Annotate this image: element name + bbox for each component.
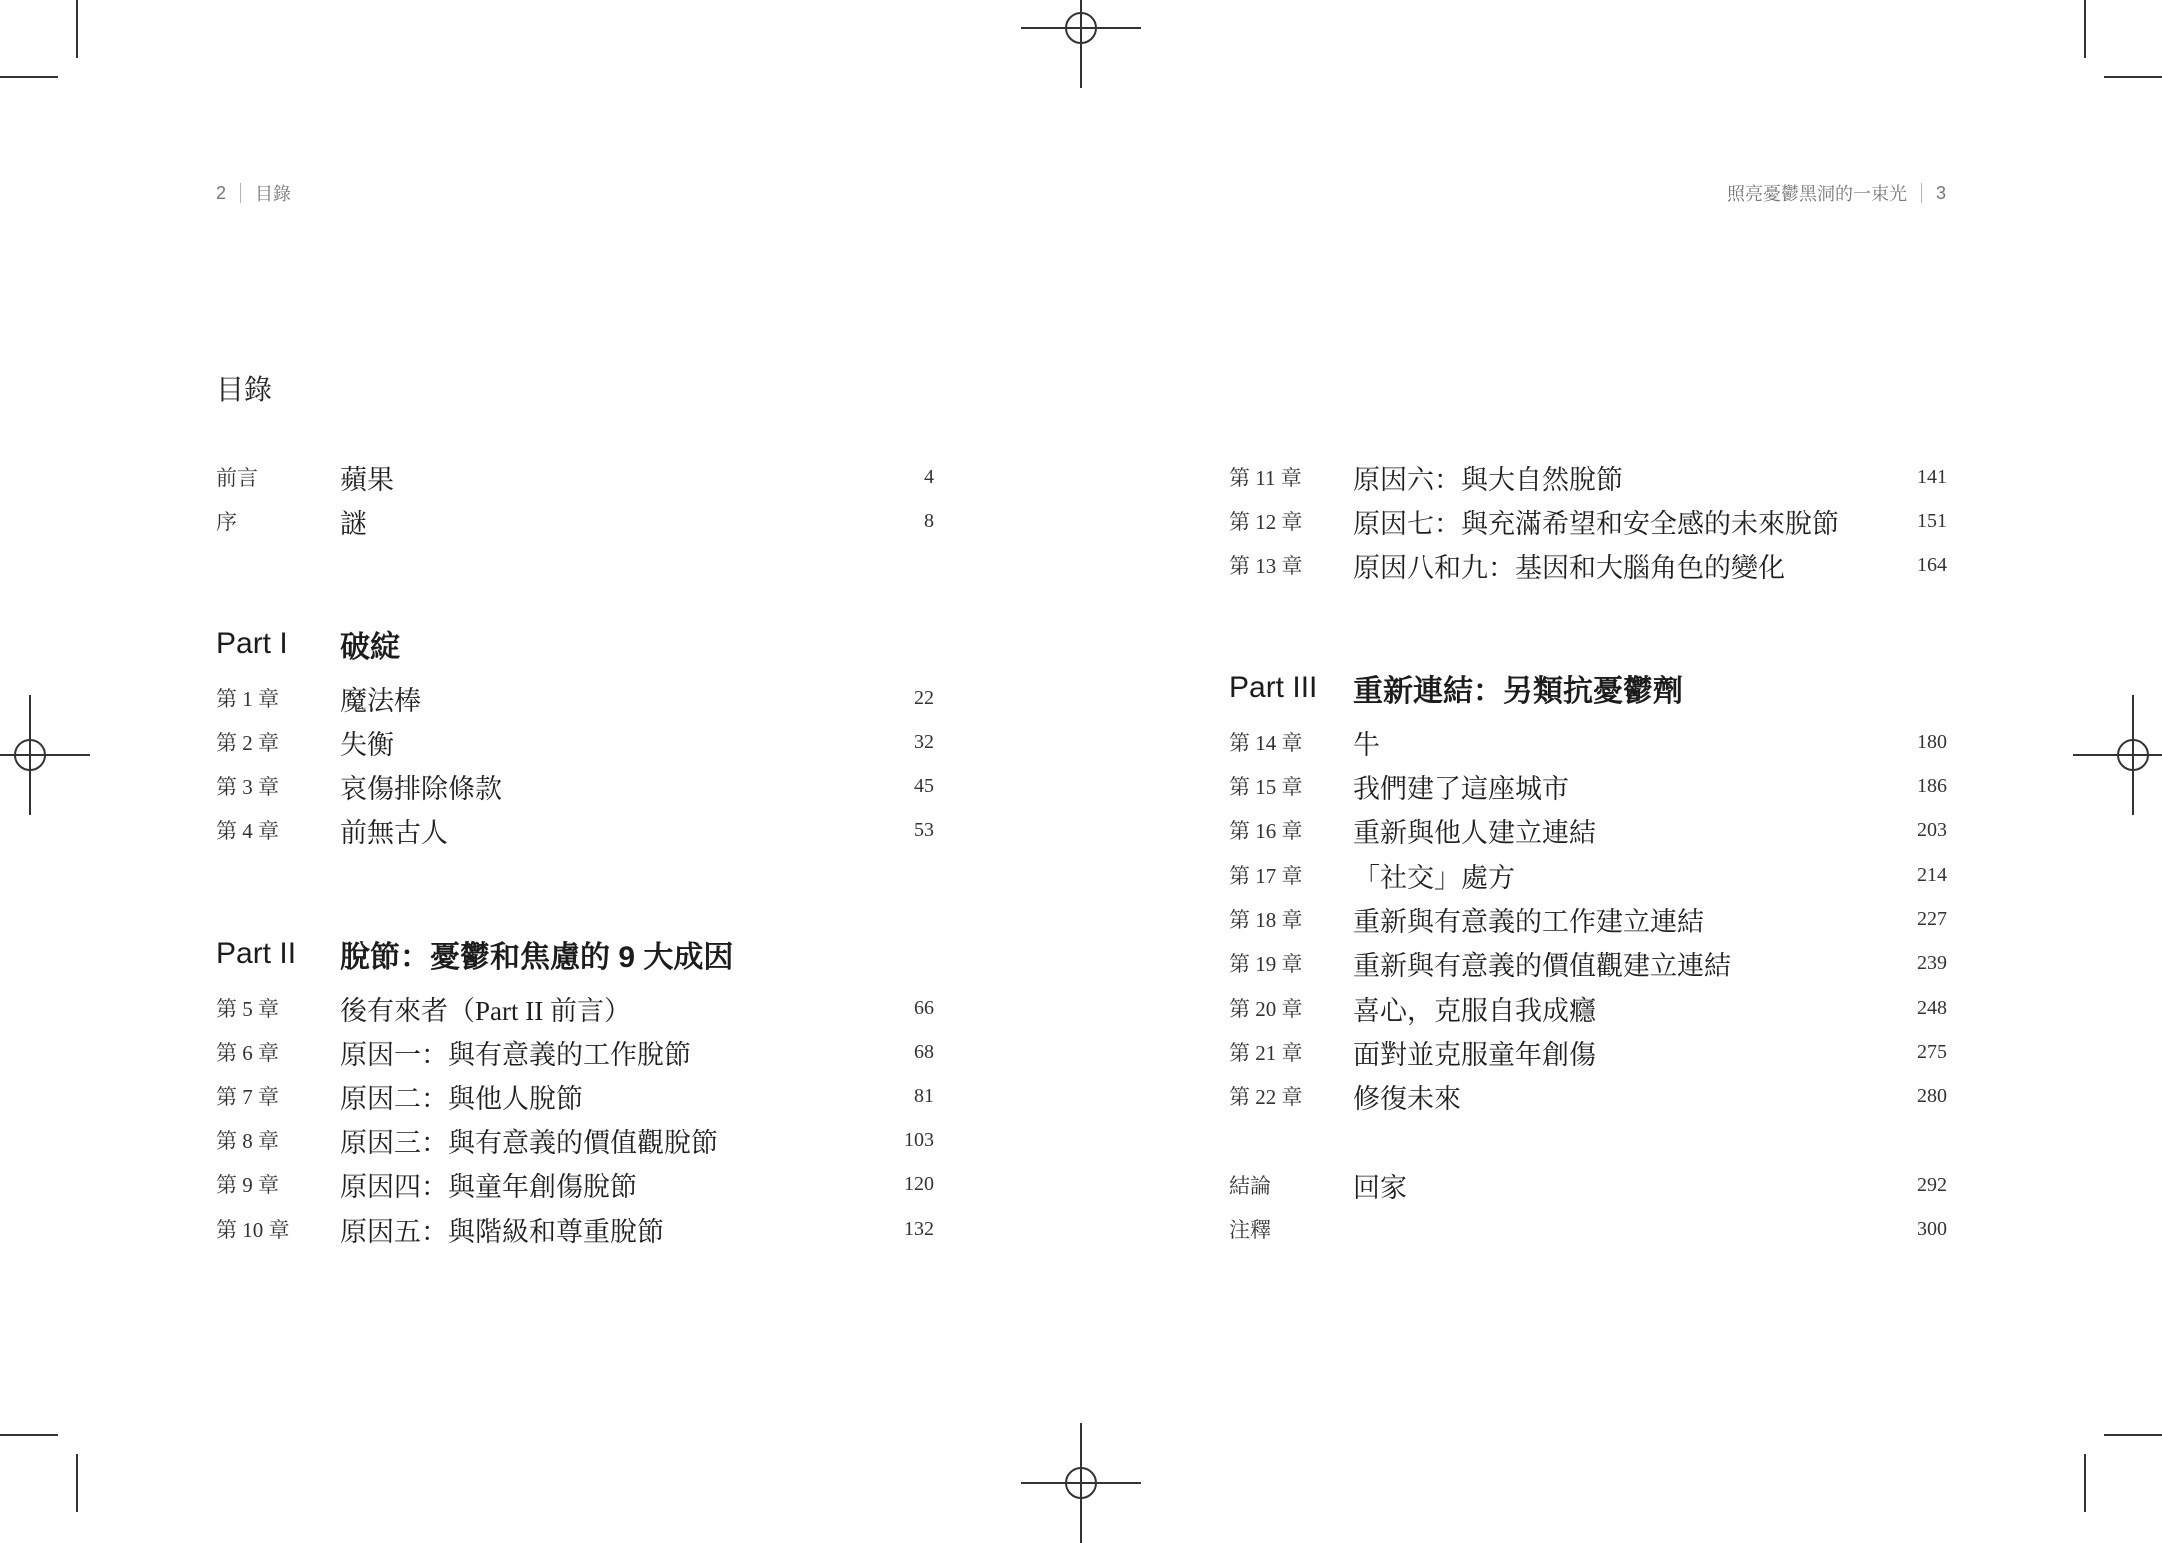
toc-entry: [1229, 455, 1947, 499]
part-label: Part III: [1229, 671, 1318, 704]
entry-title: 前無古人: [340, 817, 448, 848]
entry-title: 蘋果: [340, 464, 394, 495]
toc-entry: [216, 499, 934, 543]
crop-mark: [2104, 76, 2162, 78]
divider: [1921, 183, 1922, 203]
entry-title: 喜心，克服自我成癮: [1353, 995, 1596, 1026]
part-heading: [1229, 662, 1989, 714]
crop-mark: [2084, 0, 2086, 58]
entry-label: 第 20 章: [1229, 997, 1303, 1021]
entry-label: 注釋: [1229, 1218, 1271, 1242]
registration-mark-top: [1021, 0, 1141, 88]
toc-entry: [1229, 1207, 1947, 1251]
entry-page: 164: [1917, 553, 1947, 576]
entry-page: 68: [914, 1040, 934, 1063]
crop-mark: [0, 76, 58, 78]
entry-page: 203: [1917, 818, 1947, 841]
crop-mark: [76, 1454, 78, 1512]
part-title: 脫節：憂鬱和焦慮的 9 大成因: [340, 941, 734, 974]
entry-title: 後有來者（Part II 前言）: [340, 995, 631, 1026]
crop-mark: [0, 1434, 58, 1436]
part-label: Part I: [216, 627, 288, 660]
entry-label: 序: [216, 510, 237, 534]
entry-page: 214: [1917, 863, 1947, 886]
entry-label: 第 21 章: [1229, 1041, 1303, 1065]
entry-page: 275: [1917, 1040, 1947, 1063]
toc-entry: [216, 808, 934, 852]
entry-label: 結論: [1229, 1174, 1271, 1198]
entry-page: 81: [914, 1084, 934, 1107]
toc-entry: [1229, 543, 1947, 587]
entry-label: 第 5 章: [216, 997, 279, 1021]
entry-page: 66: [914, 996, 934, 1019]
entry-label: 第 9 章: [216, 1173, 279, 1197]
part-title: 重新連結：另類抗憂鬱劑: [1353, 675, 1683, 708]
entry-label: 第 7 章: [216, 1085, 279, 1109]
entry-title: 原因八和九：基因和大腦角色的變化: [1353, 552, 1785, 583]
entry-page: 4: [924, 465, 934, 488]
entry-page: 8: [924, 509, 934, 532]
part-label: Part II: [216, 937, 297, 970]
entry-page: 22: [914, 686, 934, 709]
toc-title: 目錄: [216, 374, 273, 405]
entry-title: 魔法棒: [340, 685, 421, 716]
divider: [240, 183, 241, 203]
entry-title: 重新與有意義的工作建立連結: [1353, 906, 1704, 937]
entry-title: 牛: [1353, 729, 1380, 760]
entry-label: 第 13 章: [1229, 554, 1303, 578]
toc-entry: [216, 986, 934, 1030]
entry-label: 第 14 章: [1229, 731, 1303, 755]
entry-title: 面對並克服童年創傷: [1353, 1039, 1596, 1070]
entry-title: 謎: [340, 508, 367, 539]
toc-entry: [216, 764, 934, 808]
entry-page: 141: [1917, 465, 1947, 488]
entry-title: 失衡: [340, 729, 394, 760]
part-heading: [216, 928, 976, 980]
entry-page: 120: [904, 1172, 934, 1195]
toc-entry: [1229, 1163, 1947, 1207]
entry-label: 第 11 章: [1229, 466, 1302, 490]
toc-entry: [216, 676, 934, 720]
entry-page: 151: [1917, 509, 1947, 532]
entry-page: 239: [1917, 951, 1947, 974]
entry-label: 第 22 章: [1229, 1085, 1303, 1109]
entry-title: 原因三：與有意義的價值觀脫節: [340, 1127, 718, 1158]
toc-entry: [1229, 986, 1947, 1030]
part-title: 破綻: [340, 631, 400, 664]
entry-title: 原因五：與階級和尊重脫節: [340, 1216, 664, 1247]
entry-page: 280: [1917, 1084, 1947, 1107]
entry-title: 原因七：與充滿希望和安全感的未來脫節: [1353, 508, 1839, 539]
toc-entry: [216, 720, 934, 764]
entry-label: 第 8 章: [216, 1129, 279, 1153]
entry-page: 180: [1917, 730, 1947, 753]
toc-entry: [1229, 764, 1947, 808]
crop-mark: [2104, 1434, 2162, 1436]
entry-label: 第 18 章: [1229, 908, 1303, 932]
entry-title: 哀傷排除條款: [340, 773, 502, 804]
entry-label: 第 17 章: [1229, 864, 1303, 888]
registration-mark-left: [0, 695, 90, 815]
running-head-right: [1727, 180, 1946, 206]
toc-entry: [1229, 853, 1947, 897]
entry-title: 原因四：與童年創傷脫節: [340, 1171, 637, 1202]
entry-title: 原因一：與有意義的工作脫節: [340, 1039, 691, 1070]
entry-label: 第 19 章: [1229, 952, 1303, 976]
toc-entry: [1229, 808, 1947, 852]
toc-entry: [1229, 720, 1947, 764]
running-head-text: 照亮憂鬱黑洞的一束光: [1726, 184, 1907, 204]
entry-title: 修復未來: [1353, 1083, 1461, 1114]
entry-page: 300: [1917, 1217, 1947, 1240]
toc-entry: [216, 1074, 934, 1118]
entry-label: 第 1 章: [216, 687, 279, 711]
entry-label: 第 16 章: [1229, 819, 1303, 843]
registration-mark-bottom: [1021, 1423, 1141, 1543]
entry-label: 第 3 章: [216, 775, 279, 799]
entry-title: 重新與他人建立連結: [1353, 817, 1596, 848]
entry-page: 186: [1917, 774, 1947, 797]
entry-title: 我們建了這座城市: [1353, 773, 1569, 804]
entry-label: 前言: [216, 466, 258, 490]
toc-entry: [216, 1118, 934, 1162]
toc-entry: [1229, 897, 1947, 941]
entry-page: 248: [1917, 996, 1947, 1019]
entry-title: 重新與有意義的價值觀建立連結: [1353, 950, 1731, 981]
page-number: 3: [1935, 182, 1946, 203]
entry-title: 回家: [1353, 1172, 1407, 1203]
entry-page: 53: [914, 818, 934, 841]
crop-mark: [76, 0, 78, 58]
entry-label: 第 15 章: [1229, 775, 1303, 799]
toc-entry: [1229, 1074, 1947, 1118]
entry-page: 103: [904, 1128, 934, 1151]
toc-entry: [216, 1207, 934, 1251]
entry-page: 32: [914, 730, 934, 753]
page-number: 2: [216, 182, 227, 203]
entry-label: 第 2 章: [216, 731, 279, 755]
entry-title: 原因二：與他人脫節: [340, 1083, 583, 1114]
running-head-text: 目錄: [255, 184, 292, 204]
running-head-left: [216, 180, 291, 206]
registration-mark-right: [2073, 695, 2162, 815]
entry-title: 原因六：與大自然脫節: [1353, 464, 1623, 495]
crop-mark: [2084, 1454, 2086, 1512]
entry-label: 第 12 章: [1229, 510, 1303, 534]
toc-entry: [216, 1030, 934, 1074]
entry-label: 第 4 章: [216, 819, 279, 843]
part-heading: [216, 618, 976, 670]
toc-entry: [1229, 1030, 1947, 1074]
entry-page: 292: [1917, 1173, 1947, 1196]
toc-entry: [1229, 941, 1947, 985]
entry-label: 第 6 章: [216, 1041, 279, 1065]
entry-title: 「社交」處方: [1353, 862, 1515, 893]
toc-entry: [216, 1162, 934, 1206]
entry-label: 第 10 章: [216, 1218, 290, 1242]
entry-page: 227: [1917, 907, 1947, 930]
entry-page: 45: [914, 774, 934, 797]
entry-page: 132: [904, 1217, 934, 1240]
toc-entry: [1229, 499, 1947, 543]
toc-entry: [216, 455, 934, 499]
